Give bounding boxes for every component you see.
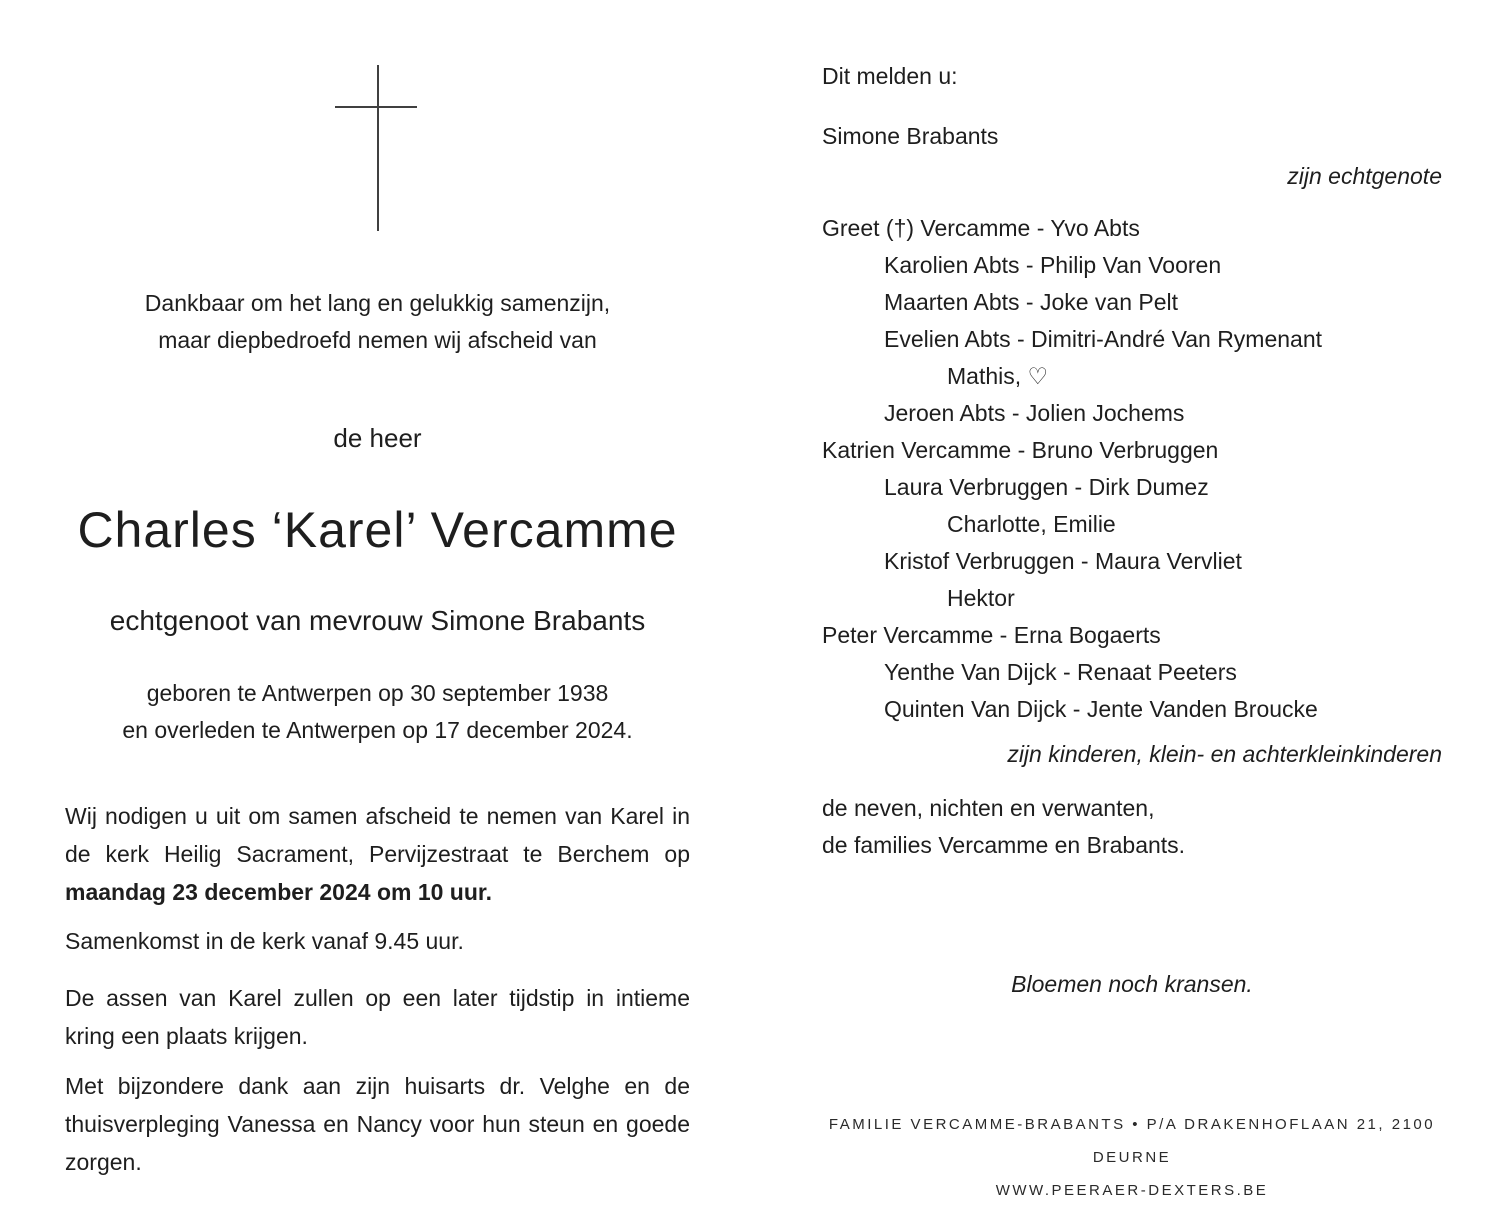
widow-role: zijn echtgenote (1287, 163, 1442, 189)
flowers-line: Bloemen noch kransen. (1011, 971, 1253, 997)
relatives-line-1: de neven, nichten en verwanten, (822, 795, 1155, 821)
family-line: Quinten Van Dijck - Jente Vanden Broucke (884, 696, 1318, 722)
family-line: Greet (†) Vercamme - Yvo Abts (822, 215, 1140, 241)
intro-text (65, 285, 690, 359)
footer-address-line: FAMILIE VERCAMME-BRABANTS • P/A DRAKENHOFLAAN 21, 2100 DEURNE (828, 1116, 1436, 1166)
salutation: de heer (333, 423, 422, 453)
family-list (822, 210, 1462, 728)
died-line: en overleden te Antwerpen op 17 december 2024. (122, 717, 633, 743)
family-line: Maarten Abts - Joke van Pelt (884, 289, 1179, 315)
invitation-paragraph (65, 797, 690, 911)
relatives-line-2: de families Vercamme en Brabants. (822, 832, 1186, 858)
footer (802, 1108, 1462, 1207)
family-line: Jeroen Abts - Jolien Jochems (884, 400, 1185, 426)
birth-death-dates (65, 675, 690, 749)
family-line: Charlotte, Emilie (947, 511, 1116, 537)
widow-name: Simone Brabants (822, 123, 999, 149)
family-line: Hektor (947, 585, 1015, 611)
cross-vertical-bar (377, 65, 379, 231)
intro-line-1: Dankbaar om het lang en gelukkig samenzijn, (144, 290, 611, 316)
family-line: Kristof Verbruggen - Maura Vervliet (884, 548, 1242, 574)
gathering-line: Samenkomst in de kerk vanaf 9.45 uur. (65, 928, 464, 954)
family-line: Yenthe Van Dijck - Renaat Peeters (884, 659, 1237, 685)
deceased-name: Charles ‘Karel’ Vercamme (77, 502, 678, 558)
ashes-paragraph: De assen van Karel zullen op een later tijdstip in intieme kring een plaats krijgen. (65, 985, 690, 1049)
family-line: Peter Vercamme - Erna Bogaerts (822, 622, 1161, 648)
invitation-date-bold: maandag 23 december 2024 om 10 uur. (65, 879, 492, 905)
family-role: zijn kinderen, klein- en achterkleinkinderen (1007, 741, 1442, 767)
family-line: Katrien Vercamme - Bruno Verbruggen (822, 437, 1219, 463)
family-line: Karolien Abts - Philip Van Vooren (884, 252, 1222, 278)
born-line: geboren te Antwerpen op 30 september 1938 (146, 680, 609, 706)
family-line: Evelien Abts - Dimitri-André Van Rymenant (884, 326, 1323, 352)
invitation-text: Wij nodigen u uit om samen afscheid te nemen van Karel in de kerk Heilig Sacrament, Pervijzestraat te Berchem op (65, 803, 690, 867)
thanks-paragraph: Met bijzondere dank aan zijn huisarts dr. Velghe en de thuisverpleging Vanessa en Nancy voor hun steun en goede zorgen. (65, 1073, 690, 1175)
spouse-line: echtgenoot van mevrouw Simone Brabants (109, 605, 646, 636)
relatives-block (822, 790, 1442, 864)
footer-website-line: WWW.PEERAER-DEXTERS.BE (995, 1182, 1269, 1199)
family-line: Laura Verbruggen - Dirk Dumez (884, 474, 1209, 500)
announce-line: Dit melden u: (822, 63, 958, 89)
intro-line-2: maar diepbedroefd nemen wij afscheid van (158, 327, 597, 353)
family-line: Mathis, ♡ (947, 363, 1049, 389)
cross-horizontal-bar (335, 106, 417, 108)
